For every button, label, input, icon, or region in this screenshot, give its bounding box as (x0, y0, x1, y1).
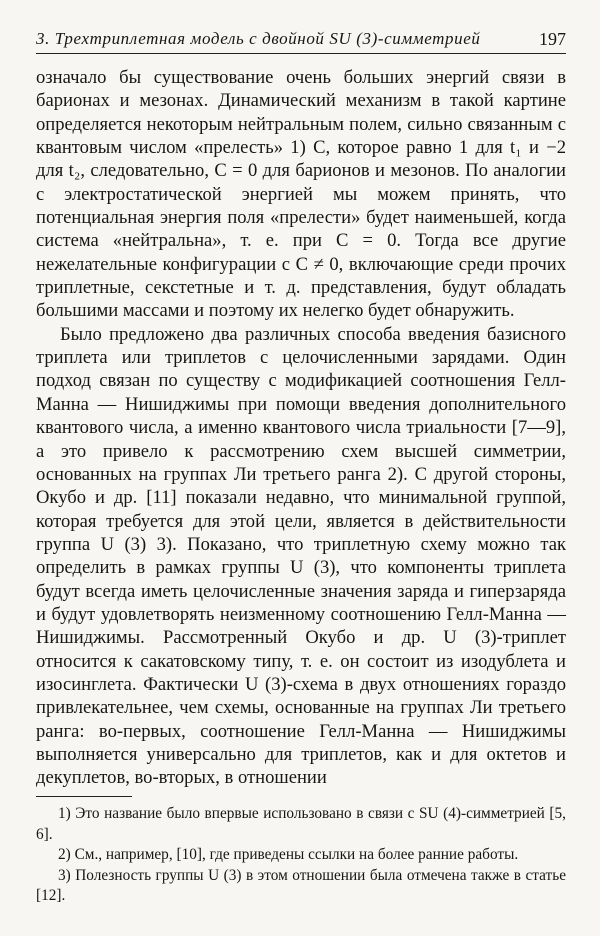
footnotes (36, 804, 566, 907)
page-header (36, 26, 566, 54)
page-number: 197 (539, 29, 566, 49)
paragraph-continuation: означало бы существование очень больших энергий связи в барионах и мезонах. Динамический механизм в такой картине определяется некоторым нейтральным полем, сильно связанным с квантовым числом «прелесть» 1) С, которое равно 1 для t₁ и −2 для t₂, следовательно, С = 0 для барионов и мезонов. По аналогии с электростатической энергией мы можем принять, что потенциальная энергия поля «прелести» будет наименьшей, когда система «нейтральна», т. е. при С = 0. Тогда все другие нежелательные конфигурации с С ≠ 0, включающие среди прочих триплетные, секстетные и т. д. представления, будут обладать большими массами и поэтому их нелегко будет обнаружить. (36, 67, 566, 322)
footnote-1: 1) Это название было впервые использовано в связи с SU (4)-симметрией [5, 6]. (36, 805, 566, 843)
footnote-rule (36, 796, 132, 797)
footnote-2: 2) См., например, [10], где приведены ссылки на более ранние работы. (58, 846, 519, 863)
running-title: 3. Трехтриплетная модель с двойной SU (3)-симметрией (36, 29, 481, 48)
footnote-3: 3) Полезность группы U (3) в этом отношении была отмечена также в статье [12]. (36, 866, 566, 904)
paragraph: Было предложено два различных способа введения базисного триплета или триплетов с целочисленными зарядами. Один подход связан по существу с модификацией соотношения Гелл-Манна — Нишиджимы при помощи введения дополнительного квантового числа, а именно квантового числа триальности [7—9], а это привело к рассмотрению схем высшей симметрии, основанных на группах Ли третьего ранга 2). С другой стороны, Окубо и др. [11] показали недавно, что минимальной группой, которая требуется для этой цели, является в действительности группа U (3) 3). Показано, что триплетную схему можно так определить в рамках группы U (3), что компоненты триплета будут всегда иметь целочисленные значения заряда и гиперзаряда и будут удовлетворять неизменному соотношению Гелл-Манна — Нишиджимы. Рассмотренный Окубо и др. U (3)-триплет относится к сакатовскому типу, т. е. он состоит из изодублета и изосинглета. Фактически U (3)-схема в двух отношениях гораздо привлекательнее, чем схемы, основанные на группах Ли третьего ранга: во-первых, соотношение Гелл-Манна — Нишиджимы выполняется универсально для триплетов, как и для октетов и декуплетов, во-вторых, в отношении (36, 323, 566, 789)
main-text (36, 66, 566, 790)
